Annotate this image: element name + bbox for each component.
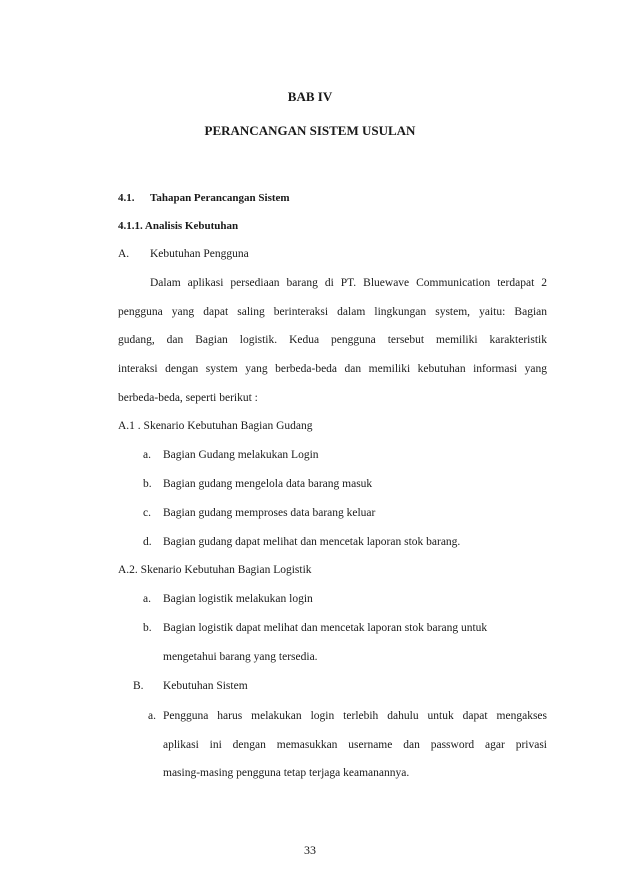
list-item: Bagian logistik melakukan login bbox=[163, 593, 313, 605]
part-a-title: Kebutuhan Pengguna bbox=[150, 248, 249, 260]
list-marker: b. bbox=[143, 622, 152, 634]
section-title: Tahapan Perancangan Sistem bbox=[150, 192, 290, 204]
list-item-continuation: mengetahui barang yang tersedia. bbox=[163, 651, 318, 663]
chapter-title: BAB IV bbox=[287, 89, 333, 104]
chapter-subtitle: PERANCANGAN SISTEM USULAN bbox=[204, 123, 416, 138]
list-marker: b. bbox=[143, 478, 152, 490]
section-number: 4.1. bbox=[118, 192, 135, 204]
list-marker: a. bbox=[143, 449, 151, 461]
list-marker: d. bbox=[143, 536, 152, 548]
list-item: Bagian gudang dapat melihat dan mencetak laporan stok barang. bbox=[163, 536, 461, 548]
list-marker: a. bbox=[148, 710, 156, 722]
list-item: Bagian gudang mengelola data barang masuk bbox=[163, 478, 373, 490]
system-line-1: Pengguna harus melakukan login terlebih dahulu untuk dapat mengakses bbox=[163, 710, 547, 722]
list-marker: c. bbox=[143, 507, 151, 519]
paragraph-line-3: gudang, dan Bagian logistik. Kedua pengguna tersebut memiliki karakteristik bbox=[118, 334, 547, 346]
paragraph-line-1: Dalam aplikasi persediaan barang di PT. Bluewave Communication terdapat 2 bbox=[150, 277, 547, 289]
list-item: Bagian Gudang melakukan Login bbox=[163, 449, 319, 461]
paragraph-line-2: pengguna yang dapat saling berinteraksi dalam lingkungan system, yaitu: Bagian bbox=[118, 306, 547, 318]
system-line-2: aplikasi ini dengan memasukkan username dan password agar privasi bbox=[163, 739, 547, 751]
list-item: Bagian logistik dapat melihat dan mencetak laporan stok barang untuk bbox=[163, 622, 488, 634]
paragraph-line-4: interaksi dengan system yang berbeda-beda dan memiliki kebutuhan informasi yang bbox=[118, 363, 547, 375]
part-b-title: Kebutuhan Sistem bbox=[163, 680, 248, 692]
list-marker: a. bbox=[143, 593, 151, 605]
subsection-title: 4.1.1. Analisis Kebutuhan bbox=[118, 220, 239, 232]
part-a-letter: A. bbox=[118, 248, 130, 260]
paragraph-line-5: berbeda-beda, seperti berikut : bbox=[118, 392, 258, 404]
scenario-a1-title: A.1 . Skenario Kebutuhan Bagian Gudang bbox=[118, 420, 313, 432]
system-line-3: masing-masing pengguna tetap terjaga keamanannya. bbox=[163, 767, 410, 779]
part-b-letter: B. bbox=[133, 680, 144, 692]
scenario-a2-title: A.2. Skenario Kebutuhan Bagian Logistik bbox=[118, 564, 312, 576]
list-item: Bagian gudang memproses data barang keluar bbox=[163, 507, 376, 519]
page-number: 33 bbox=[304, 843, 316, 857]
